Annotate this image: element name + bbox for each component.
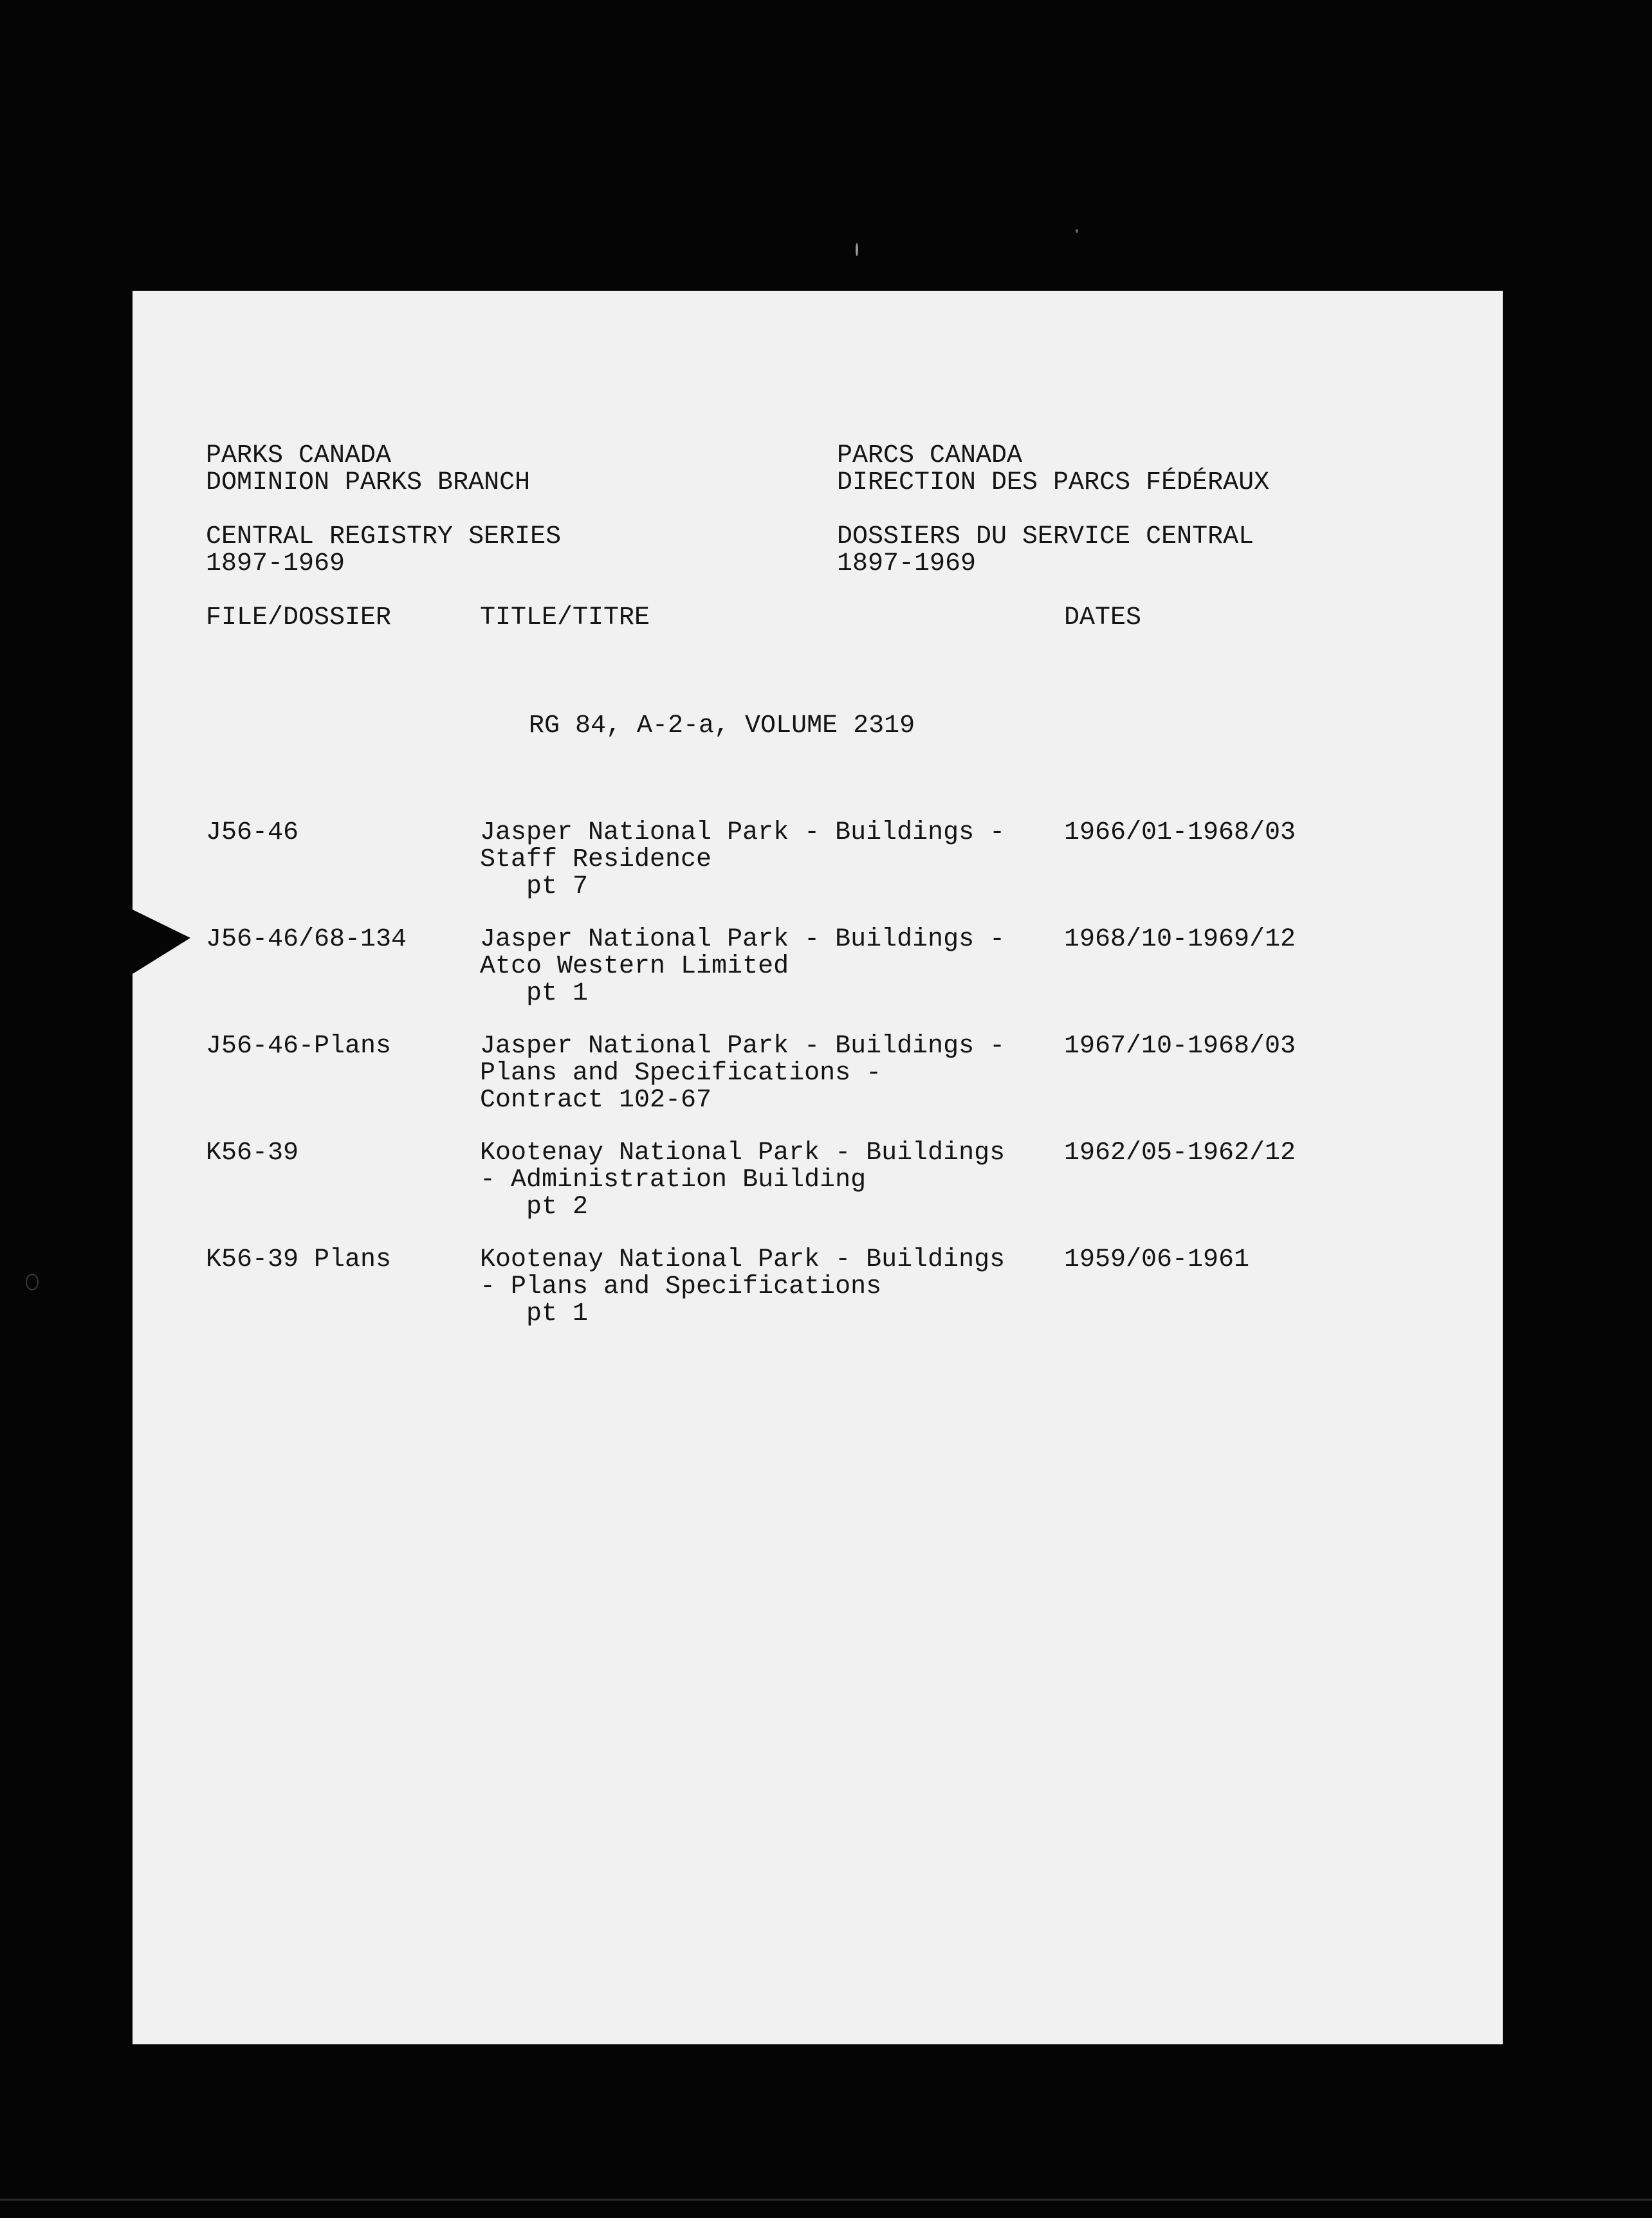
header-left-years: 1897-1969	[206, 549, 345, 578]
entry-title-line: Atco Western Limited	[480, 952, 789, 981]
header-left-org: PARKS CANADA	[206, 441, 392, 470]
entry-title-line: Contract 102-67	[480, 1086, 712, 1115]
entry-title-line: Jasper National Park - Buildings -	[480, 925, 1005, 954]
column-heading-title: TITLE/TITRE	[480, 603, 650, 632]
entry-part-line: pt 1	[480, 1299, 589, 1328]
triangle-pointer-icon	[0, 903, 193, 980]
entry-file: K56-39	[206, 1139, 299, 1168]
entry-title-line: Kootenay National Park - Buildings	[480, 1139, 1005, 1168]
entry-dates: 1962/05-1962/12	[1064, 1139, 1296, 1168]
header-right-org: PARCS CANADA	[837, 441, 1023, 470]
scan-speck	[1076, 229, 1078, 233]
column-heading-file: FILE/DOSSIER	[206, 603, 392, 632]
entry-dates: 1966/01-1968/03	[1064, 818, 1296, 847]
entry-title-line: - Administration Building	[480, 1166, 867, 1195]
entry-title-line: Jasper National Park - Buildings -	[480, 1032, 1005, 1061]
entry-part-line: pt 1	[480, 979, 589, 1008]
entry-title-line: Staff Residence	[480, 845, 712, 874]
entry-dates: 1968/10-1969/12	[1064, 925, 1296, 954]
header-left-branch: DOMINION PARKS BRANCH	[206, 468, 531, 497]
entry-part-line: pt 2	[480, 1193, 589, 1222]
entry-part-line: pt 7	[480, 872, 589, 901]
entry-title-line: Jasper National Park - Buildings -	[480, 818, 1005, 847]
entry-title-line: Plans and Specifications -	[480, 1059, 882, 1088]
entry-file: J56-46	[206, 818, 299, 847]
scan-speck	[856, 243, 858, 256]
entry-title-line: Kootenay National Park - Buildings	[480, 1245, 1005, 1274]
document-page	[133, 291, 1503, 2044]
header-right-series: DOSSIERS DU SERVICE CENTRAL	[837, 522, 1254, 551]
column-heading-dates: DATES	[1064, 603, 1142, 632]
scan-speck	[26, 1274, 39, 1290]
entry-file: K56-39 Plans	[206, 1245, 392, 1274]
header-left-series: CENTRAL REGISTRY SERIES	[206, 522, 562, 551]
entry-dates: 1959/06-1961	[1064, 1245, 1250, 1274]
volume-reference: RG 84, A-2-a, VOLUME 2319	[529, 711, 915, 740]
entry-file: J56-46-Plans	[206, 1032, 392, 1061]
entry-title-line: - Plans and Specifications	[480, 1272, 882, 1301]
header-right-branch: DIRECTION DES PARCS FÉDÉRAUX	[837, 468, 1270, 497]
entry-dates: 1967/10-1968/03	[1064, 1032, 1296, 1061]
header-right-years: 1897-1969	[837, 549, 977, 578]
entry-file: J56-46/68-134	[206, 925, 407, 954]
scan-bottom-edge	[0, 2199, 1652, 2201]
